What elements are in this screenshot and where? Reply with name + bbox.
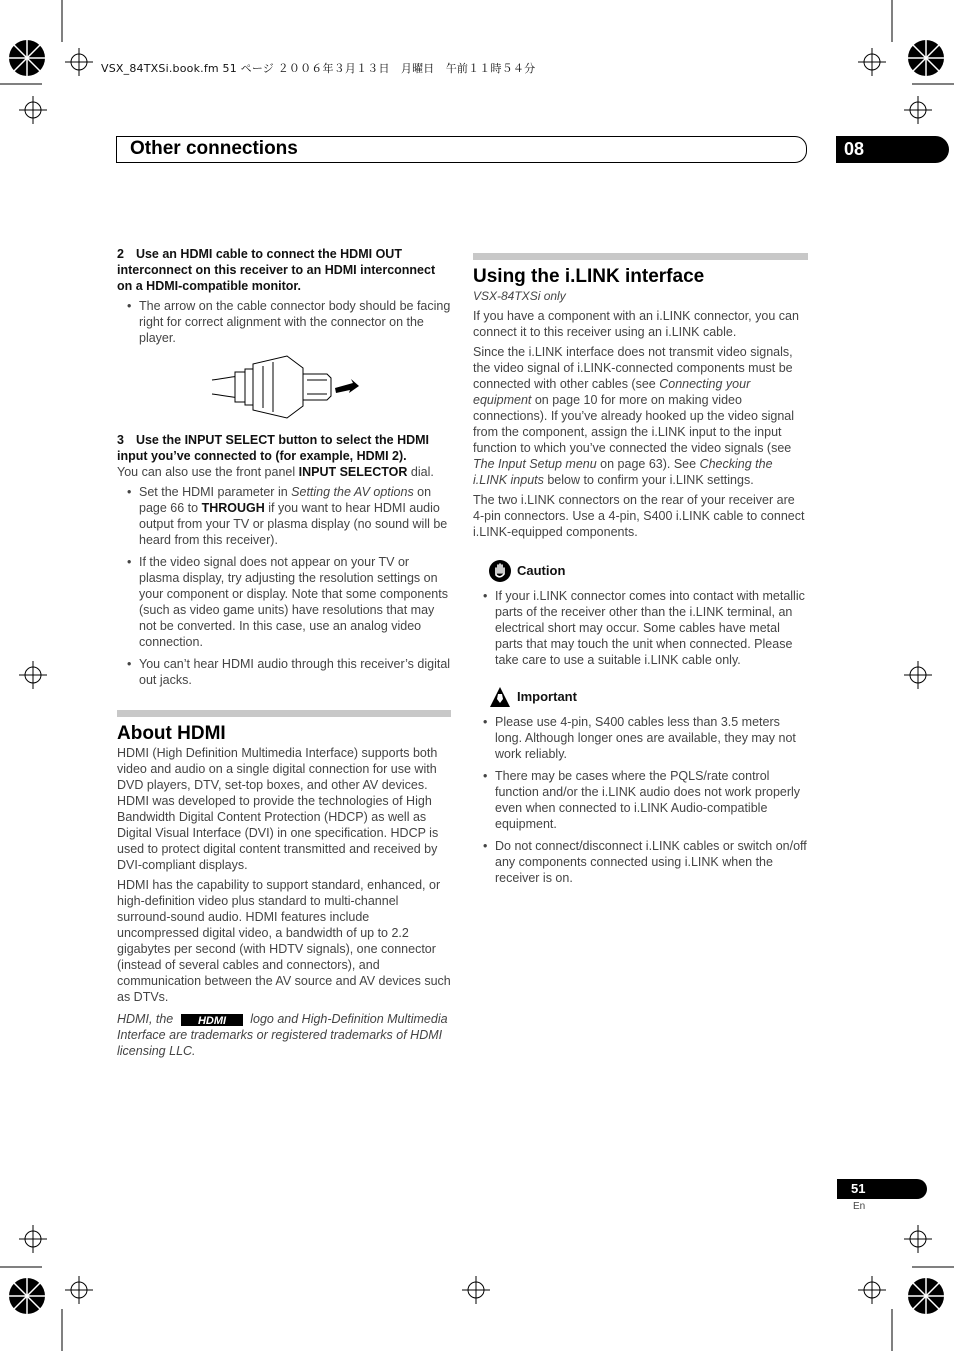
bullet1-text-a: Set the HDMI parameter in xyxy=(139,485,292,499)
hdmi-logo-icon xyxy=(181,1014,243,1026)
page-language: En xyxy=(853,1201,866,1212)
caution-bullet: • If your i.LINK connector comes into contact with metallic parts of the receiver other than the i.LINK terminal, an electrical short may occur. Some cables have metal parts that may touch the unit when connected. Please take care to use a suitable i.LINK cable only. xyxy=(473,588,808,668)
ilink-p2-a: Since the i.LINK interface does not transmit video signals, the video signal of i.LINK-connected components must be connected with other cables (see xyxy=(473,345,793,391)
bullet1-text-c: if you want to hear HDMI audio output from your TV or plasma display (no sound will be heard from this receiver). xyxy=(139,501,448,547)
trademark-text-b: logo and High-Definition Multimedia Interface are trademarks or registered trademarks of HDMI licensing LLC. xyxy=(117,1012,448,1058)
important-label: Important xyxy=(517,689,577,704)
important-heading xyxy=(473,686,808,708)
trademark-text-a: HDMI, the xyxy=(117,1012,174,1026)
caution-label: Caution xyxy=(517,563,566,578)
left-column xyxy=(117,246,451,1059)
about-hdmi-title: About HDMI xyxy=(117,723,226,744)
section-rule-ilink xyxy=(473,253,808,260)
bullet-video-signal: • If the video signal does not appear on your TV or plasma display, try adjusting the resolution settings on your component or display. Note that some components (such as video game units) have resolutions that may not be converted. In this case, use an analog video connection. xyxy=(117,554,451,650)
important-bullet-3: • Do not connect/disconnect i.LINK cables or switch on/off any components connected using i.LINK when the receiver is on. xyxy=(473,838,808,886)
through-label: THROUGH xyxy=(201,501,265,515)
step-3 xyxy=(117,432,451,464)
page-title: Other connections xyxy=(130,138,298,159)
bullet1-ref: Setting the AV options xyxy=(291,485,414,499)
right-column xyxy=(473,253,808,886)
ilink-p2-c: on page 63). See xyxy=(596,457,700,471)
caution-hand-icon xyxy=(489,560,511,582)
step-2 xyxy=(117,246,451,294)
step-3-text: Use the INPUT SELECT button to select the HDMI input you’ve connected to (for example, HDMI 2). xyxy=(117,433,430,463)
about-hdmi-p1: HDMI (High Definition Multimedia Interface) supports both video and audio on a single digital connection for use with DVD players, DTV, set-top boxes, and other AV devices. HDMI was developed to provide the technologies of High Bandwidth Digital Content Protection (HDCP) as well as Digital Visual Interface (DVI) in one specification. HDCP is used to protect digital content transmitted and received by DVI-compliant displays. xyxy=(117,746,439,872)
step-3-number: 3 xyxy=(117,433,124,447)
about-hdmi-p2: HDMI has the capability to support standard, enhanced, or high-definition video plus standard to multi-channel surround-sound audio. HDMI features include uncompressed digital video, a bandwidth of up to 2.2 gigabytes per second (with HDTV signals), one connector (instead of several cables and connectors), and communication between the AV source and AV devices such as DTVs. xyxy=(117,878,451,1004)
chapter-badge: 08 xyxy=(836,136,949,163)
section-rule-about-hdmi xyxy=(117,710,451,717)
step-3-note-text: You can also use the front panel xyxy=(117,465,299,479)
ilink-p2-b: on page 10 for more on making video connections). If you’ve already hooked up the video signal from the component, assign the i.LINK input to the input function to which you’ve connected the video signals (see xyxy=(473,393,795,455)
ilink-p2 xyxy=(473,344,808,488)
hdmi-connector-illustration xyxy=(117,352,451,422)
ilink-subtitle: VSX-84TXSi only xyxy=(473,289,566,303)
caution-heading xyxy=(473,560,808,582)
page-number: 51 xyxy=(837,1179,927,1199)
ilink-p2-d: below to confirm your i.LINK settings. xyxy=(543,473,754,487)
bullet-hdmi-parameter xyxy=(117,484,451,548)
step-2-number: 2 xyxy=(117,247,124,261)
ilink-p1: If you have a component with an i.LINK connector, you can connect it to this receiver using an i.LINK cable. xyxy=(473,309,799,339)
ilink-p3: The two i.LINK connectors on the rear of your receiver are 4-pin connectors. Use a 4-pin, S400 i.LINK cable to connect i.LINK-equipped components. xyxy=(473,493,805,539)
bullet1-text-b: on page 66 to xyxy=(139,485,432,515)
file-info: VSX_84TXSi.book.fm 51 ページ ２００６年３月１３日 月曜日 午前１１時５４分 xyxy=(101,62,536,75)
important-bullet-2: • There may be cases where the PQLS/rate control function and/or the i.LINK audio does not work properly even when connected to i.LINK Audio-compatible equipment. xyxy=(473,768,808,832)
svg-text:HDMI: HDMI xyxy=(197,1014,226,1026)
ilink-p2-ref2: The Input Setup menu xyxy=(473,457,597,471)
step-3-note xyxy=(117,464,451,480)
important-warning-icon xyxy=(489,686,511,708)
hdmi-trademark-note xyxy=(117,1011,451,1059)
step-2-text: Use an HDMI cable to connect the HDMI OUT interconnect on this receiver to an HDMI interconnect on a HDMI-compatible monitor. xyxy=(117,247,436,293)
bullet-digital-out: • You can’t hear HDMI audio through this receiver’s digital out jacks. xyxy=(117,656,451,688)
important-bullet-1: • Please use 4-pin, S400 cables less than 3.5 meters long. Although longer ones are available, they may not work reliably. xyxy=(473,714,808,762)
ilink-p2-ref3: Checking the i.LINK inputs xyxy=(473,457,773,487)
ilink-title: Using the i.LINK interface xyxy=(473,266,705,287)
step-2-bullet: • The arrow on the cable connector body should be facing right for correct alignment with the connector on the player. xyxy=(117,298,451,346)
input-selector-label: INPUT SELECTOR xyxy=(298,465,408,479)
step-3-note-tail: dial. xyxy=(407,465,434,479)
ilink-p2-ref1: Connecting your equipment xyxy=(473,377,751,407)
